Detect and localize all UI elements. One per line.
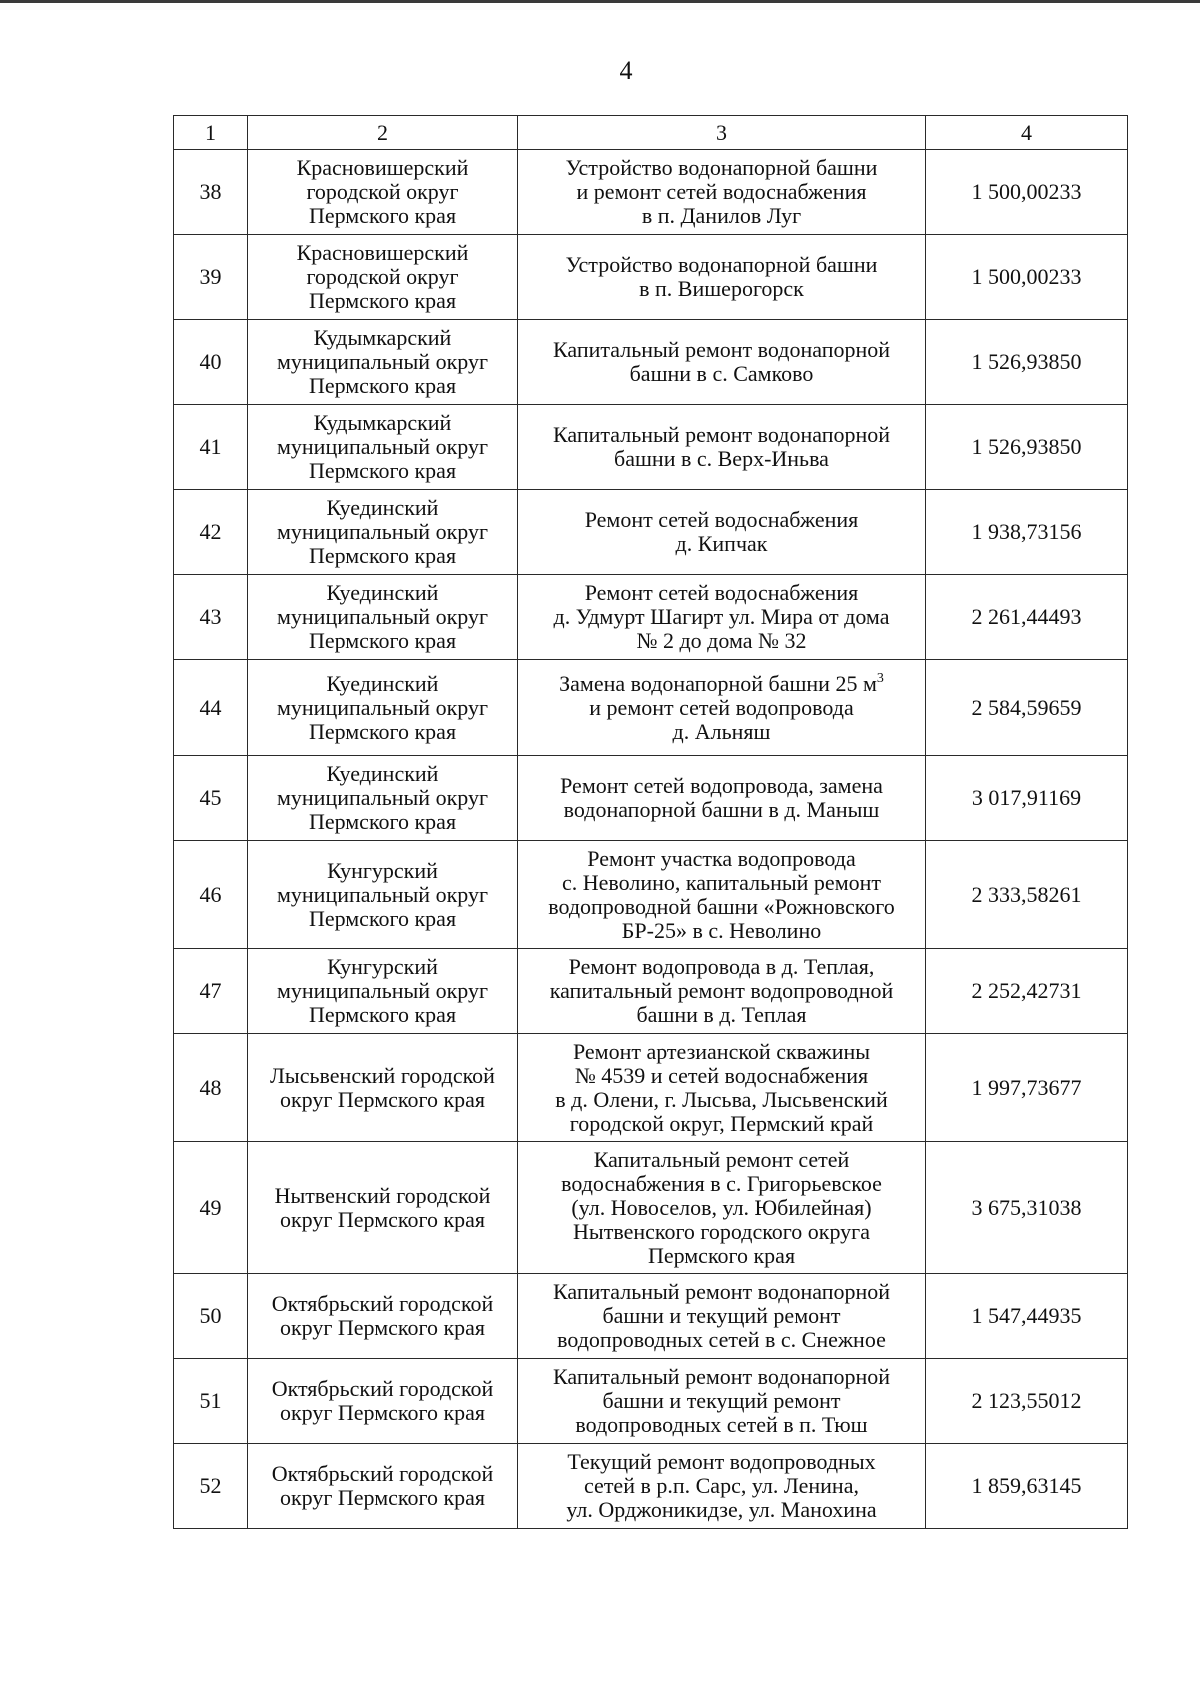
work-line-text: в п. Данилов Луг <box>641 203 802 228</box>
amount-cell: 1 938,73156 <box>926 490 1128 575</box>
district-cell <box>248 1359 518 1444</box>
work-description-cell <box>518 320 926 405</box>
work-line-text: Текущий ремонт водопроводных <box>567 1449 876 1474</box>
work-line <box>524 1040 919 1064</box>
work-line-text: башни в д. Теплая <box>636 1002 807 1027</box>
work-line <box>524 1172 919 1196</box>
district-line: Октябрьский городской <box>271 1376 494 1401</box>
work-line <box>524 1280 919 1304</box>
work-line <box>524 423 919 447</box>
work-line <box>524 508 919 532</box>
row-number-cell: 40 <box>174 320 248 405</box>
work-line-text: Капитальный ремонт водонапорной <box>552 1364 891 1389</box>
work-description-cell <box>518 841 926 949</box>
work-line <box>524 847 919 871</box>
amount-cell: 2 252,42731 <box>926 949 1128 1034</box>
district-line: муниципальный округ <box>276 349 488 374</box>
district-line: городской округ <box>306 179 459 204</box>
district-cell <box>248 1444 518 1529</box>
district-line: Пермского края <box>308 809 457 834</box>
work-line-text: сетей в р.п. Сарс, ул. Ленина, <box>584 1473 859 1498</box>
district-line: Куединский <box>326 761 439 786</box>
top-edge-rule <box>0 0 1200 3</box>
work-line-text: Ремонт сетей водоснабжения <box>584 507 859 532</box>
work-line <box>524 871 919 895</box>
district-line: Кудымкарский <box>313 410 452 435</box>
district-line: муниципальный округ <box>276 604 488 629</box>
district-line: Кунгурский <box>327 954 438 979</box>
district-cell <box>248 1274 518 1359</box>
work-line-text: Капитальный ремонт водонапорной <box>552 337 891 362</box>
district-line: округ Пермского края <box>279 1315 486 1340</box>
work-line <box>524 696 919 720</box>
district-line: Красновишерский <box>296 240 469 265</box>
work-description-cell <box>518 949 926 1034</box>
amount-cell: 1 526,93850 <box>926 320 1128 405</box>
work-line <box>524 1196 919 1220</box>
work-line-text: д. Кипчак <box>675 531 768 556</box>
row-number-cell: 49 <box>174 1142 248 1274</box>
row-number-cell: 46 <box>174 841 248 949</box>
district-line: Кунгурский <box>327 857 438 883</box>
work-line <box>524 1413 919 1437</box>
district-line: Пермского края <box>308 373 457 398</box>
work-line <box>524 774 919 798</box>
work-line <box>524 605 919 629</box>
work-line <box>524 1304 919 1328</box>
work-line-text: капитальный ремонт водопроводной <box>549 978 894 1003</box>
work-line-text: Капитальный ремонт водонапорной <box>552 1279 891 1304</box>
work-line-text: и ремонт сетей водопровода <box>589 694 854 720</box>
work-line <box>524 1474 919 1498</box>
work-line-text: башни в с. Самково <box>629 361 814 386</box>
district-line: Пермского края <box>308 905 457 931</box>
table-row <box>174 1444 1128 1529</box>
work-line-text: Капитальный ремонт водонапорной <box>552 422 891 447</box>
district-line: Пермского края <box>308 543 457 568</box>
district-cell <box>248 756 518 841</box>
amount-cell: 1 997,73677 <box>926 1034 1128 1142</box>
district-line: Нытвенский городской <box>274 1182 491 1208</box>
amount-cell: 1 526,93850 <box>926 405 1128 490</box>
amount-cell: 1 547,44935 <box>926 1274 1128 1359</box>
work-line-text: Ремонт сетей водопровода, замена <box>560 773 883 798</box>
table-row <box>174 1359 1128 1444</box>
work-line <box>524 1003 919 1027</box>
work-line-text: Устройство водонапорной башни <box>565 155 878 180</box>
work-line <box>524 253 919 277</box>
table-row <box>174 575 1128 660</box>
row-number-cell: 41 <box>174 405 248 490</box>
amount-cell: 3 017,91169 <box>926 756 1128 841</box>
row-number-cell: 42 <box>174 490 248 575</box>
work-line-text: и ремонт сетей водоснабжения <box>576 179 867 204</box>
work-description-cell <box>518 660 926 756</box>
district-line: муниципальный округ <box>276 785 488 810</box>
work-line <box>524 447 919 471</box>
work-line <box>524 1112 919 1136</box>
work-line <box>524 1244 919 1268</box>
work-line-text: Капитальный ремонт сетей <box>593 1146 850 1172</box>
work-line-text: Пермского края <box>647 1242 796 1268</box>
work-line <box>524 1498 919 1522</box>
work-line-text: водонапорной башни в д. Маныш <box>563 797 880 822</box>
amount-cell: 2 123,55012 <box>926 1359 1128 1444</box>
district-line: Красновишерский <box>296 155 469 180</box>
work-line-text: № 2 до дома № 32 <box>636 628 807 653</box>
work-line <box>524 979 919 1003</box>
amount-cell: 1 500,00233 <box>926 235 1128 320</box>
district-line: Пермского края <box>308 628 457 653</box>
work-description-cell <box>518 235 926 320</box>
work-line <box>524 277 919 301</box>
work-line <box>524 1365 919 1389</box>
district-cell <box>248 490 518 575</box>
district-line: Пермского края <box>308 718 457 744</box>
work-description-cell <box>518 150 926 235</box>
table-row <box>174 320 1128 405</box>
table-row <box>174 1034 1128 1142</box>
work-line-text: Устройство водонапорной башни <box>565 252 878 277</box>
table-row <box>174 235 1128 320</box>
work-description-cell <box>518 1444 926 1529</box>
work-line <box>524 362 919 386</box>
district-cell <box>248 841 518 949</box>
work-line-text: Замена водонапорной башни 25 м <box>559 670 877 696</box>
district-line: муниципальный округ <box>276 694 488 720</box>
superscript: 3 <box>876 670 884 686</box>
table-row <box>174 949 1128 1034</box>
table-body <box>174 150 1128 1529</box>
amount-cell: 3 675,31038 <box>926 1142 1128 1274</box>
work-line <box>524 1148 919 1172</box>
header-cell-district: 2 <box>248 116 518 150</box>
work-line <box>524 338 919 362</box>
row-number-cell: 48 <box>174 1034 248 1142</box>
work-line-text: ул. Орджоникидзе, ул. Манохина <box>566 1497 877 1522</box>
amount-cell: 2 584,59659 <box>926 660 1128 756</box>
district-line: Лысьвенский городской <box>270 1062 495 1088</box>
district-line: муниципальный округ <box>276 881 488 907</box>
work-line <box>524 672 919 696</box>
district-cell <box>248 320 518 405</box>
header-row <box>174 116 1128 150</box>
amount-cell: 2 261,44493 <box>926 575 1128 660</box>
district-line: Октябрьский городской <box>271 1461 494 1486</box>
work-line-text: башни и текущий ремонт <box>602 1303 841 1328</box>
work-line-text: с. Неволино, капитальный ремонт <box>561 869 882 895</box>
district-cell <box>248 405 518 490</box>
district-line: Куединский <box>326 495 439 520</box>
table-row <box>174 1274 1128 1359</box>
district-line: муниципальный округ <box>276 519 488 544</box>
district-cell <box>248 150 518 235</box>
work-line-text: водопроводной башни «Рожновского <box>548 893 895 919</box>
district-line: Кудымкарский <box>313 325 452 350</box>
amount-cell: 1 500,00233 <box>926 150 1128 235</box>
work-description-cell <box>518 490 926 575</box>
row-number-cell: 45 <box>174 756 248 841</box>
district-line: городской округ <box>306 264 459 289</box>
work-line-text: Ремонт участка водопровода <box>587 845 856 871</box>
table-row <box>174 150 1128 235</box>
table-row <box>174 405 1128 490</box>
district-line: округ Пермского края <box>279 1400 486 1425</box>
work-line-text: БР-25» в с. Неволино <box>621 917 822 943</box>
district-line: Куединский <box>326 670 439 696</box>
work-line-text: водопроводных сетей в с. Снежное <box>557 1327 886 1352</box>
row-number-cell: 39 <box>174 235 248 320</box>
register-table <box>173 115 1128 1529</box>
work-line <box>524 629 919 653</box>
table-row <box>174 756 1128 841</box>
district-line: муниципальный округ <box>276 978 488 1003</box>
work-line-text: в д. Олени, г. Лысьва, Лысьвенский <box>555 1086 888 1112</box>
work-line <box>524 1328 919 1352</box>
district-cell <box>248 1142 518 1274</box>
work-line <box>524 955 919 979</box>
work-line <box>524 1088 919 1112</box>
district-line: Куединский <box>326 580 439 605</box>
work-line <box>524 1220 919 1244</box>
district-line: Октябрьский городской <box>271 1291 494 1316</box>
work-line <box>524 156 919 180</box>
table-row <box>174 490 1128 575</box>
row-number-cell: 47 <box>174 949 248 1034</box>
work-line <box>524 919 919 943</box>
district-line: округ Пермского края <box>279 1206 486 1232</box>
work-line <box>524 720 919 744</box>
work-line-text: Ремонт водопровода в д. Теплая, <box>568 954 875 979</box>
district-line: Пермского края <box>308 288 457 313</box>
work-description-cell <box>518 756 926 841</box>
table-row <box>174 841 1128 949</box>
page-number: 4 <box>619 56 633 85</box>
header-cell-num: 1 <box>174 116 248 150</box>
district-line: округ Пермского края <box>279 1485 486 1510</box>
work-line <box>524 1064 919 1088</box>
district-cell <box>248 660 518 756</box>
work-description-cell <box>518 1142 926 1274</box>
row-number-cell: 52 <box>174 1444 248 1529</box>
work-description-cell <box>518 1274 926 1359</box>
amount-cell: 2 333,58261 <box>926 841 1128 949</box>
district-line: Пермского края <box>308 203 457 228</box>
table-row <box>174 1142 1128 1274</box>
work-line-text: (ул. Новоселов, ул. Юбилейная) <box>571 1194 872 1220</box>
header-cell-work: 3 <box>518 116 926 150</box>
work-line-text: башни в с. Верх-Иньва <box>614 446 829 471</box>
work-line-text: д. Альняш <box>672 718 771 744</box>
district-cell <box>248 235 518 320</box>
row-number-cell: 50 <box>174 1274 248 1359</box>
work-line-text: водоснабжения в с. Григорьевское <box>561 1170 882 1196</box>
district-line: Пермского края <box>308 458 457 483</box>
work-line-text: городской округ, Пермский край <box>569 1110 874 1136</box>
work-line-text: башни и текущий ремонт <box>602 1388 841 1413</box>
work-line <box>524 581 919 605</box>
work-line <box>524 180 919 204</box>
header-cell-amount: 4 <box>926 116 1128 150</box>
table-row <box>174 660 1128 756</box>
work-description-cell <box>518 405 926 490</box>
row-number-cell: 44 <box>174 660 248 756</box>
amount-cell: 1 859,63145 <box>926 1444 1128 1529</box>
work-description-cell <box>518 1034 926 1142</box>
work-line-text: № 4539 и сетей водоснабжения <box>574 1062 869 1088</box>
work-line-text: Ремонт сетей водоснабжения <box>584 580 859 605</box>
row-number-cell: 38 <box>174 150 248 235</box>
row-number-cell: 43 <box>174 575 248 660</box>
work-line <box>524 1450 919 1474</box>
work-line-text: Ремонт артезианской скважины <box>572 1038 871 1064</box>
work-line <box>524 204 919 228</box>
district-cell <box>248 575 518 660</box>
work-line <box>524 532 919 556</box>
work-description-cell <box>518 575 926 660</box>
district-line: округ Пермского края <box>279 1086 486 1112</box>
district-cell <box>248 949 518 1034</box>
work-line-text: д. Удмурт Шагирт ул. Мира от дома <box>553 604 890 629</box>
district-line: муниципальный округ <box>276 434 488 459</box>
district-line: Пермского края <box>308 1002 457 1027</box>
work-line <box>524 895 919 919</box>
work-line-text: водопроводных сетей в п. Тюш <box>575 1412 868 1437</box>
work-line <box>524 798 919 822</box>
work-line-text: в п. Вишерогорск <box>639 276 804 301</box>
work-line-text: Нытвенского городского округа <box>573 1218 870 1244</box>
row-number-cell: 51 <box>174 1359 248 1444</box>
district-cell <box>248 1034 518 1142</box>
work-description-cell <box>518 1359 926 1444</box>
work-line <box>524 1389 919 1413</box>
